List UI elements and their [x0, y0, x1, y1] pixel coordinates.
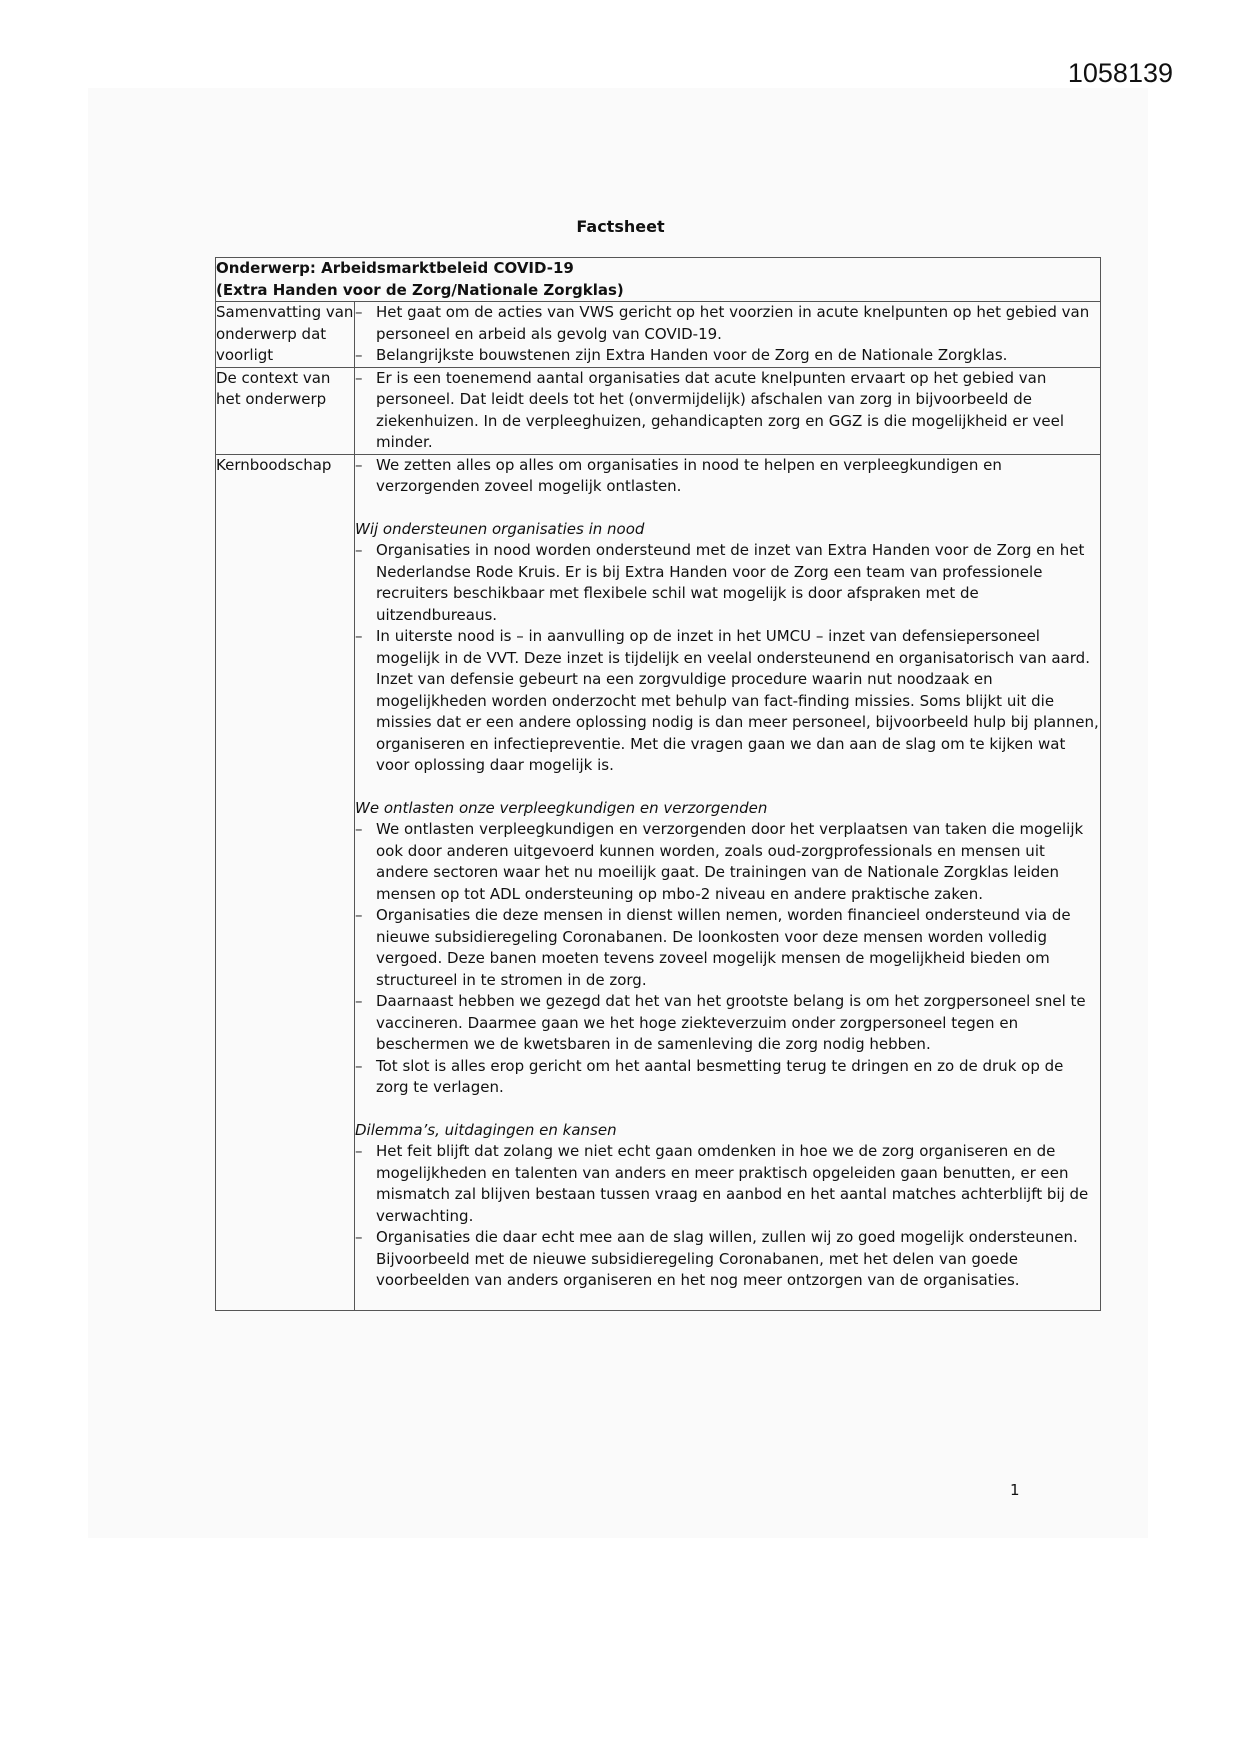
page-number: 1	[1010, 1481, 1020, 1499]
support-item: – In uiterste nood is – in aanvulling op de inzet in het UMCU – inzet van defensiepersoneel mogelijk in de VVT. Deze inzet is tijdelijk en veelal ondersteunend en organisatorisch van aard. Inzet van defensie gebeurt na een zorgvuldige procedure waarin nut noodzaak en mogelijkheden worden onderzocht met behulp van fact-finding missies. Soms blijkt uit die missies dat er een andere oplossing nodig is dan meer personeel, bijvoorbeeld hulp bij plannen, organiseren en infectiepreventie. Met die vragen gaan we dan aan de slag om te kijken wat voor oplossing daar mogelijk is.	[355, 626, 1100, 777]
summary-content	[355, 302, 1101, 368]
context-row	[216, 367, 1101, 454]
relief-item: – Organisaties die deze mensen in dienst willen nemen, worden financieel ondersteund via de nieuwe subsidieregeling Coronabanen. De loonkosten voor deze mensen worden volledig vergoed. Deze banen moeten tevens zoveel mogelijk mensen de mogelijkheid bieden om structureel in te stromen in de zorg.	[355, 905, 1100, 991]
core-message-label: Kernboodschap	[216, 454, 355, 1310]
subject-line-2: (Extra Handen voor de Zorg/Nationale Zorgklas)	[216, 280, 624, 299]
section-heading-support: Wij ondersteunen organisaties in nood	[355, 519, 645, 538]
summary-row	[216, 302, 1101, 368]
summary-label: Samenvatting van onderwerp dat voorligt	[216, 302, 355, 368]
context-content	[355, 367, 1101, 454]
subject-cell	[216, 258, 1101, 302]
relief-item: – We ontlasten verpleegkundigen en verzorgenden door het verplaatsen van taken die mogelijk ook door anderen uitgevoerd kunnen worden, zoals oud-zorgprofessionals en mensen uit andere sectoren waar het nu moeilijk gaat. De trainingen van de Nationale Zorgklas leiden mensen op tot ADL ondersteuning op mbo-2 niveau en andere praktische zaken.	[355, 819, 1100, 905]
section-heading-dilemmas: Dilemma’s, uitdagingen en kansen	[355, 1120, 617, 1139]
section-heading-relief: We ontlasten onze verpleegkundigen en verzorgenden	[355, 798, 768, 817]
core-message-row	[216, 454, 1101, 1310]
dilemma-item: – Organisaties die daar echt mee aan de slag willen, zullen wij zo goed mogelijk ondersteunen. Bijvoorbeeld met de nieuwe subsidieregeling Coronabanen, met het delen van goede voorbeelden van anders organiseren en het nog meer ontzorgen van de organisaties.	[355, 1227, 1100, 1292]
core-message-intro: – We zetten alles op alles om organisaties in nood te helpen en verpleegkundigen en verzorgenden zoveel mogelijk ontlasten.	[355, 455, 1100, 498]
relief-item: – Daarnaast hebben we gezegd dat het van het grootste belang is om het zorgpersoneel snel te vaccineren. Daarmee gaan we het hoge ziekteverzuim onder zorgpersoneel tegen en beschermen we de kwetsbaren in de samenleving die zorg nodig hebben.	[355, 991, 1100, 1056]
subject-row	[216, 258, 1101, 302]
document-title: Factsheet	[576, 217, 665, 236]
relief-item: – Tot slot is alles erop gericht om het aantal besmetting terug te dringen en zo de druk op de zorg te verlagen.	[355, 1056, 1100, 1099]
context-label: De context van het onderwerp	[216, 367, 355, 454]
context-item: – Er is een toenemend aantal organisaties dat acute knelpunten ervaart op het gebied van personeel. Dat leidt deels tot het (onvermijdelijk) afschalen van zorg in bijvoorbeeld de ziekenhuizen. In de verpleeghuizen, gehandicapten zorg en GGZ is die mogelijkheid er veel minder.	[355, 368, 1100, 454]
summary-item: – Belangrijkste bouwstenen zijn Extra Handen voor de Zorg en de Nationale Zorgklas.	[355, 345, 1100, 367]
subject-line-1: Onderwerp: Arbeidsmarktbeleid COVID-19	[216, 259, 574, 277]
support-item: – Organisaties in nood worden ondersteund met de inzet van Extra Handen voor de Zorg en het Nederlandse Rode Kruis. Er is bij Extra Handen voor de Zorg een team van professionele recruiters beschikbaar met flexibele schil wat mogelijk is door afspraken met de uitzendbureaus.	[355, 540, 1100, 626]
document-id: 1058139	[1067, 58, 1173, 88]
factsheet-table	[215, 257, 1101, 1311]
dilemma-item: – Het feit blijft dat zolang we niet echt gaan omdenken in hoe we de zorg organiseren en de mogelijkheden en talenten van anders en meer praktisch opgeleiden gaan benutten, er een mismatch zal blijven bestaan tussen vraag en aanbod en het aantal matches achterblijft bij de verwachting.	[355, 1141, 1100, 1227]
core-message-content	[355, 454, 1101, 1310]
summary-item: – Het gaat om de acties van VWS gericht op het voorzien in acute knelpunten op het gebied van personeel en arbeid als gevolg van COVID-19.	[355, 302, 1100, 345]
